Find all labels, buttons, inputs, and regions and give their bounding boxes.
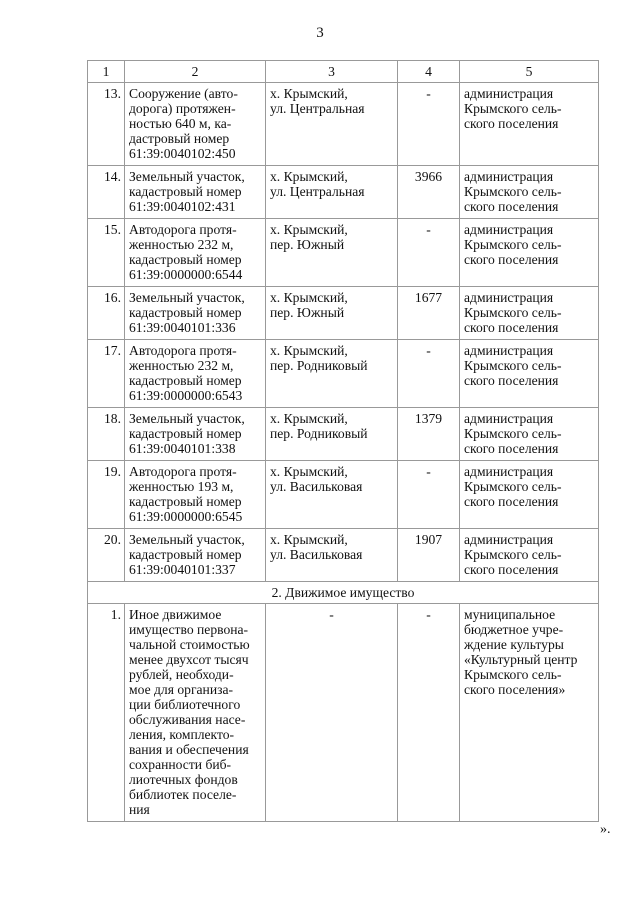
property-address: х. Крымский, пер. Южный [266,287,398,340]
section-title: 2. Движимое имущество [88,582,599,604]
property-holder: администрация Крымского сель- ского поселения [460,287,599,340]
section-row [88,582,599,604]
column-header: 2 [125,61,266,83]
property-address: - [266,604,398,822]
property-area: - [398,340,460,408]
property-area: - [398,461,460,529]
property-name: Иное движимое имущество первона- чальной стоимостью менее двухсот тысяч рублей, необходи- мое для организа- ции библиотечного обслуживания насе- ления, комплекто- вания и обеспечения сохранности биб- лиотечных фондов библиотек поселе- ния [125,604,266,822]
column-header: 1 [88,61,125,83]
property-area: - [398,219,460,287]
property-area: 1677 [398,287,460,340]
row-number: 14. [88,166,125,219]
column-header: 5 [460,61,599,83]
row-number: 17. [88,340,125,408]
row-number: 19. [88,461,125,529]
property-name: Автодорога протя- женностью 232 м, кадастровый номер 61:39:0000000:6544 [125,219,266,287]
property-holder: администрация Крымского сель- ского поселения [460,461,599,529]
property-address: х. Крымский, пер. Родниковый [266,408,398,461]
table-row [88,408,599,461]
property-holder: муниципальное бюджетное учре- ждение культуры «Культурный центр Крымского сель- ского поселения» [460,604,599,822]
column-header: 3 [266,61,398,83]
row-number: 13. [88,83,125,166]
property-holder: администрация Крымского сель- ского поселения [460,408,599,461]
table-row [88,287,599,340]
table-row [88,529,599,582]
property-holder: администрация Крымского сель- ского поселения [460,219,599,287]
closing-quote: ». [600,822,611,837]
property-area: 1379 [398,408,460,461]
row-number: 18. [88,408,125,461]
property-area: - [398,604,460,822]
row-number: 1. [88,604,125,822]
property-name: Земельный участок, кадастровый номер 61:39:0040101:338 [125,408,266,461]
property-name: Земельный участок, кадастровый номер 61:39:0040101:336 [125,287,266,340]
row-number: 16. [88,287,125,340]
row-number: 15. [88,219,125,287]
property-area: 1907 [398,529,460,582]
property-address: х. Крымский, пер. Родниковый [266,340,398,408]
property-registry-table [87,60,599,822]
row-number: 20. [88,529,125,582]
immovable-rows [88,83,599,582]
property-address: х. Крымский, ул. Васильковая [266,529,398,582]
property-address: х. Крымский, ул. Центральная [266,83,398,166]
property-name: Сооружение (авто- дорога) протяжен- ностью 640 м, ка- дастровый номер 61:39:0040102:450 [125,83,266,166]
property-holder: администрация Крымского сель- ского поселения [460,340,599,408]
property-name: Земельный участок, кадастровый номер 61:39:0040102:431 [125,166,266,219]
property-area: - [398,83,460,166]
table-row [88,461,599,529]
property-address: х. Крымский, пер. Южный [266,219,398,287]
property-name: Автодорога протя- женностью 232 м, кадастровый номер 61:39:0000000:6543 [125,340,266,408]
property-name: Автодорога протя- женностью 193 м, кадастровый номер 61:39:0000000:6545 [125,461,266,529]
table-row [88,166,599,219]
table-row [88,219,599,287]
page-number: 3 [316,25,324,41]
table-row [88,340,599,408]
table-row [88,83,599,166]
table-row [88,604,599,822]
property-name: Земельный участок, кадастровый номер 61:39:0040101:337 [125,529,266,582]
property-address: х. Крымский, ул. Центральная [266,166,398,219]
property-holder: администрация Крымского сель- ского поселения [460,529,599,582]
property-address: х. Крымский, ул. Васильковая [266,461,398,529]
column-number-row [88,61,599,83]
property-holder: администрация Крымского сель- ского поселения [460,166,599,219]
property-holder: администрация Крымского сель- ского поселения [460,83,599,166]
property-area: 3966 [398,166,460,219]
column-header: 4 [398,61,460,83]
